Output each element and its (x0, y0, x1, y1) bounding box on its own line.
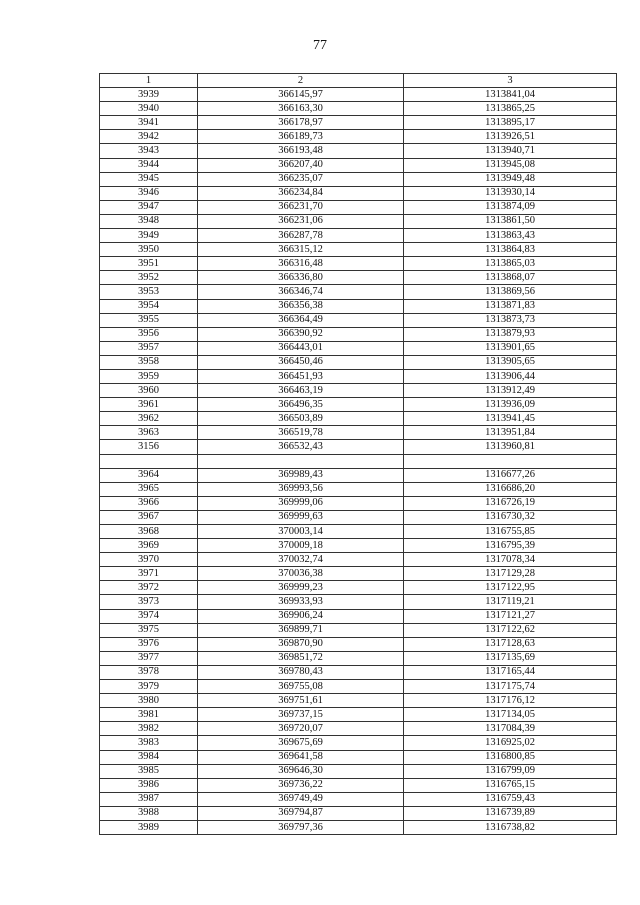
cell-point-number: 3966 (100, 496, 198, 510)
cell-x-coordinate: 366178,97 (198, 116, 404, 130)
cell-point-number: 3949 (100, 229, 198, 243)
cell-y-coordinate: 1317176,12 (404, 694, 617, 708)
cell-point-number: 3940 (100, 102, 198, 116)
cell-point-number: 3947 (100, 200, 198, 214)
group-separator-row (100, 454, 617, 468)
cell-point-number: 3962 (100, 412, 198, 426)
cell-x-coordinate: 366316,48 (198, 257, 404, 271)
cell-x-coordinate: 366287,78 (198, 229, 404, 243)
table-row (100, 736, 617, 750)
cell-point-number: 3970 (100, 553, 198, 567)
cell-point-number: 3968 (100, 525, 198, 539)
cell-x-coordinate: 366336,80 (198, 271, 404, 285)
cell-y-coordinate: 1316738,82 (404, 820, 617, 834)
table-row (100, 186, 617, 200)
cell-x-coordinate: 366193,48 (198, 144, 404, 158)
table-row (100, 116, 617, 130)
table-row (100, 694, 617, 708)
table-row (100, 623, 617, 637)
cell-x-coordinate: 366189,73 (198, 130, 404, 144)
cell-point-number: 3975 (100, 623, 198, 637)
cell-y-coordinate: 1316800,85 (404, 750, 617, 764)
cell-point-number: 3989 (100, 820, 198, 834)
table-row (100, 313, 617, 327)
cell-y-coordinate: 1316730,32 (404, 510, 617, 524)
table-row (100, 750, 617, 764)
cell-x-coordinate: 366496,35 (198, 398, 404, 412)
cell-y-coordinate: 1316795,39 (404, 539, 617, 553)
table-row (100, 299, 617, 313)
cell-y-coordinate: 1316677,26 (404, 468, 617, 482)
cell-point-number: 3984 (100, 750, 198, 764)
cell-point-number: 3958 (100, 355, 198, 369)
table-row (100, 172, 617, 186)
cell-point-number: 3939 (100, 88, 198, 102)
cell-point-number: 3963 (100, 426, 198, 440)
table-body (100, 88, 617, 835)
cell-point-number: 3948 (100, 214, 198, 228)
cell-point-number: 3978 (100, 665, 198, 679)
cell-y-coordinate: 1316686,20 (404, 482, 617, 496)
cell-point-number: 3973 (100, 595, 198, 609)
column-header-point-number: 1 (100, 74, 198, 88)
cell-point-number: 3957 (100, 341, 198, 355)
cell-x-coordinate: 369780,43 (198, 665, 404, 679)
cell-point-number: 3980 (100, 694, 198, 708)
table-row (100, 609, 617, 623)
cell-y-coordinate: 1313864,83 (404, 243, 617, 257)
cell-y-coordinate: 1317122,62 (404, 623, 617, 637)
table-row (100, 158, 617, 172)
cell-y-coordinate: 1317084,39 (404, 722, 617, 736)
cell-y-coordinate: 1316765,15 (404, 778, 617, 792)
cell-point-number: 3974 (100, 609, 198, 623)
cell-y-coordinate: 1313871,83 (404, 299, 617, 313)
table-row (100, 440, 617, 454)
cell-point-number: 3985 (100, 764, 198, 778)
table-row (100, 229, 617, 243)
cell-x-coordinate: 366390,92 (198, 327, 404, 341)
cell-y-coordinate: 1313941,45 (404, 412, 617, 426)
cell-x-coordinate: 366532,43 (198, 440, 404, 454)
cell-point-number: 3955 (100, 313, 198, 327)
cell-y-coordinate: 1313940,71 (404, 144, 617, 158)
cell-y-coordinate: 1317175,74 (404, 680, 617, 694)
table-row (100, 581, 617, 595)
cell-y-coordinate: 1316726,19 (404, 496, 617, 510)
table-row (100, 412, 617, 426)
cell-point-number: 3988 (100, 806, 198, 820)
table-row (100, 355, 617, 369)
table-row (100, 327, 617, 341)
cell-x-coordinate: 369906,24 (198, 609, 404, 623)
table-row (100, 271, 617, 285)
table-row (100, 496, 617, 510)
cell-point-number: 3979 (100, 680, 198, 694)
table-row (100, 398, 617, 412)
cell-x-coordinate: 366231,70 (198, 200, 404, 214)
table-row (100, 764, 617, 778)
cell-x-coordinate: 370036,38 (198, 567, 404, 581)
cell-point-number: 3960 (100, 384, 198, 398)
table-row (100, 778, 617, 792)
cell-point-number: 3944 (100, 158, 198, 172)
cell-y-coordinate: 1313926,51 (404, 130, 617, 144)
cell-y-coordinate: 1313873,73 (404, 313, 617, 327)
cell-x-coordinate: 369751,61 (198, 694, 404, 708)
cell-x-coordinate: 369989,43 (198, 468, 404, 482)
cell-y-coordinate: 1313861,50 (404, 214, 617, 228)
cell-point-number: 3959 (100, 369, 198, 383)
table-row (100, 806, 617, 820)
cell-y-coordinate: 1317119,21 (404, 595, 617, 609)
cell-point-number: 3943 (100, 144, 198, 158)
cell-y-coordinate: 1317128,63 (404, 637, 617, 651)
cell-y-coordinate: 1317165,44 (404, 665, 617, 679)
cell-x-coordinate: 369794,87 (198, 806, 404, 820)
cell-point-number: 3951 (100, 257, 198, 271)
cell-y-coordinate: 1316799,09 (404, 764, 617, 778)
table-row (100, 665, 617, 679)
table-row (100, 88, 617, 102)
cell-y-coordinate: 1317078,34 (404, 553, 617, 567)
cell-point-number: 3956 (100, 327, 198, 341)
cell-x-coordinate: 369993,56 (198, 482, 404, 496)
cell-y-coordinate: 1313906,44 (404, 369, 617, 383)
cell-y-coordinate: 1317135,69 (404, 651, 617, 665)
cell-point-number: 3942 (100, 130, 198, 144)
cell-x-coordinate: 366443,01 (198, 341, 404, 355)
cell-x-coordinate: 366463,19 (198, 384, 404, 398)
table-row (100, 708, 617, 722)
cell-point-number: 3986 (100, 778, 198, 792)
empty-cell (198, 454, 404, 468)
empty-cell (404, 454, 617, 468)
cell-point-number: 3945 (100, 172, 198, 186)
table-row (100, 510, 617, 524)
cell-x-coordinate: 369999,63 (198, 510, 404, 524)
cell-x-coordinate: 369999,06 (198, 496, 404, 510)
cell-point-number: 3987 (100, 792, 198, 806)
table-row (100, 595, 617, 609)
table-row (100, 651, 617, 665)
cell-y-coordinate: 1313949,48 (404, 172, 617, 186)
column-header-x: 2 (198, 74, 404, 88)
cell-y-coordinate: 1313895,17 (404, 116, 617, 130)
table-row (100, 285, 617, 299)
cell-point-number: 3982 (100, 722, 198, 736)
table-row (100, 553, 617, 567)
cell-x-coordinate: 369737,15 (198, 708, 404, 722)
cell-x-coordinate: 366231,06 (198, 214, 404, 228)
cell-x-coordinate: 369755,08 (198, 680, 404, 694)
table-row (100, 567, 617, 581)
table-row (100, 384, 617, 398)
cell-y-coordinate: 1313869,56 (404, 285, 617, 299)
table-row (100, 130, 617, 144)
table-row (100, 680, 617, 694)
cell-x-coordinate: 366145,97 (198, 88, 404, 102)
cell-x-coordinate: 369675,69 (198, 736, 404, 750)
cell-y-coordinate: 1313865,03 (404, 257, 617, 271)
table-row (100, 426, 617, 440)
cell-point-number: 3967 (100, 510, 198, 524)
cell-x-coordinate: 366519,78 (198, 426, 404, 440)
cell-point-number: 3971 (100, 567, 198, 581)
cell-x-coordinate: 366163,30 (198, 102, 404, 116)
cell-y-coordinate: 1313905,65 (404, 355, 617, 369)
table-row (100, 482, 617, 496)
cell-y-coordinate: 1313930,14 (404, 186, 617, 200)
cell-point-number: 3952 (100, 271, 198, 285)
table-row (100, 792, 617, 806)
cell-x-coordinate: 366356,38 (198, 299, 404, 313)
cell-x-coordinate: 369641,58 (198, 750, 404, 764)
cell-x-coordinate: 369736,22 (198, 778, 404, 792)
cell-x-coordinate: 369899,71 (198, 623, 404, 637)
cell-point-number: 3976 (100, 637, 198, 651)
table-row (100, 637, 617, 651)
cell-y-coordinate: 1313936,09 (404, 398, 617, 412)
table-row (100, 243, 617, 257)
table-row (100, 539, 617, 553)
cell-y-coordinate: 1313874,09 (404, 200, 617, 214)
cell-x-coordinate: 369720,07 (198, 722, 404, 736)
table-row (100, 214, 617, 228)
cell-x-coordinate: 370032,74 (198, 553, 404, 567)
cell-point-number: 3961 (100, 398, 198, 412)
page-number: 77 (313, 38, 327, 53)
cell-x-coordinate: 370009,18 (198, 539, 404, 553)
table-row (100, 144, 617, 158)
cell-x-coordinate: 369749,49 (198, 792, 404, 806)
column-header-y: 3 (404, 74, 617, 88)
cell-x-coordinate: 370003,14 (198, 525, 404, 539)
cell-x-coordinate: 369999,23 (198, 581, 404, 595)
cell-point-number: 3946 (100, 186, 198, 200)
table-row (100, 820, 617, 834)
cell-y-coordinate: 1316759,43 (404, 792, 617, 806)
cell-point-number: 3941 (100, 116, 198, 130)
coordinates-table (99, 73, 617, 835)
cell-x-coordinate: 366235,07 (198, 172, 404, 186)
table-header-row (100, 74, 617, 88)
table-row (100, 102, 617, 116)
cell-y-coordinate: 1313868,07 (404, 271, 617, 285)
cell-point-number: 3156 (100, 440, 198, 454)
cell-y-coordinate: 1313960,81 (404, 440, 617, 454)
cell-x-coordinate: 366451,93 (198, 369, 404, 383)
cell-x-coordinate: 366364,49 (198, 313, 404, 327)
cell-y-coordinate: 1316925,02 (404, 736, 617, 750)
cell-y-coordinate: 1313879,93 (404, 327, 617, 341)
cell-x-coordinate: 366503,89 (198, 412, 404, 426)
table-row (100, 257, 617, 271)
cell-point-number: 3954 (100, 299, 198, 313)
cell-x-coordinate: 366346,74 (198, 285, 404, 299)
cell-y-coordinate: 1313863,43 (404, 229, 617, 243)
cell-point-number: 3983 (100, 736, 198, 750)
table-row (100, 468, 617, 482)
cell-point-number: 3953 (100, 285, 198, 299)
cell-y-coordinate: 1313841,04 (404, 88, 617, 102)
cell-y-coordinate: 1313865,25 (404, 102, 617, 116)
table-row (100, 722, 617, 736)
cell-point-number: 3965 (100, 482, 198, 496)
cell-y-coordinate: 1313901,65 (404, 341, 617, 355)
cell-y-coordinate: 1313912,49 (404, 384, 617, 398)
cell-point-number: 3977 (100, 651, 198, 665)
cell-y-coordinate: 1313951,84 (404, 426, 617, 440)
cell-x-coordinate: 369646,30 (198, 764, 404, 778)
cell-y-coordinate: 1317129,28 (404, 567, 617, 581)
cell-x-coordinate: 369797,36 (198, 820, 404, 834)
cell-x-coordinate: 369851,72 (198, 651, 404, 665)
cell-point-number: 3972 (100, 581, 198, 595)
cell-x-coordinate: 369870,90 (198, 637, 404, 651)
cell-point-number: 3950 (100, 243, 198, 257)
table-row (100, 525, 617, 539)
cell-y-coordinate: 1317134,05 (404, 708, 617, 722)
cell-x-coordinate: 366450,46 (198, 355, 404, 369)
cell-x-coordinate: 369933,93 (198, 595, 404, 609)
cell-x-coordinate: 366234,84 (198, 186, 404, 200)
cell-y-coordinate: 1316739,89 (404, 806, 617, 820)
cell-y-coordinate: 1313945,08 (404, 158, 617, 172)
cell-y-coordinate: 1317121,27 (404, 609, 617, 623)
cell-y-coordinate: 1316755,85 (404, 525, 617, 539)
cell-point-number: 3981 (100, 708, 198, 722)
cell-y-coordinate: 1317122,95 (404, 581, 617, 595)
cell-x-coordinate: 366315,12 (198, 243, 404, 257)
table-row (100, 369, 617, 383)
empty-cell (100, 454, 198, 468)
table-row (100, 200, 617, 214)
cell-point-number: 3964 (100, 468, 198, 482)
cell-x-coordinate: 366207,40 (198, 158, 404, 172)
table-row (100, 341, 617, 355)
cell-point-number: 3969 (100, 539, 198, 553)
